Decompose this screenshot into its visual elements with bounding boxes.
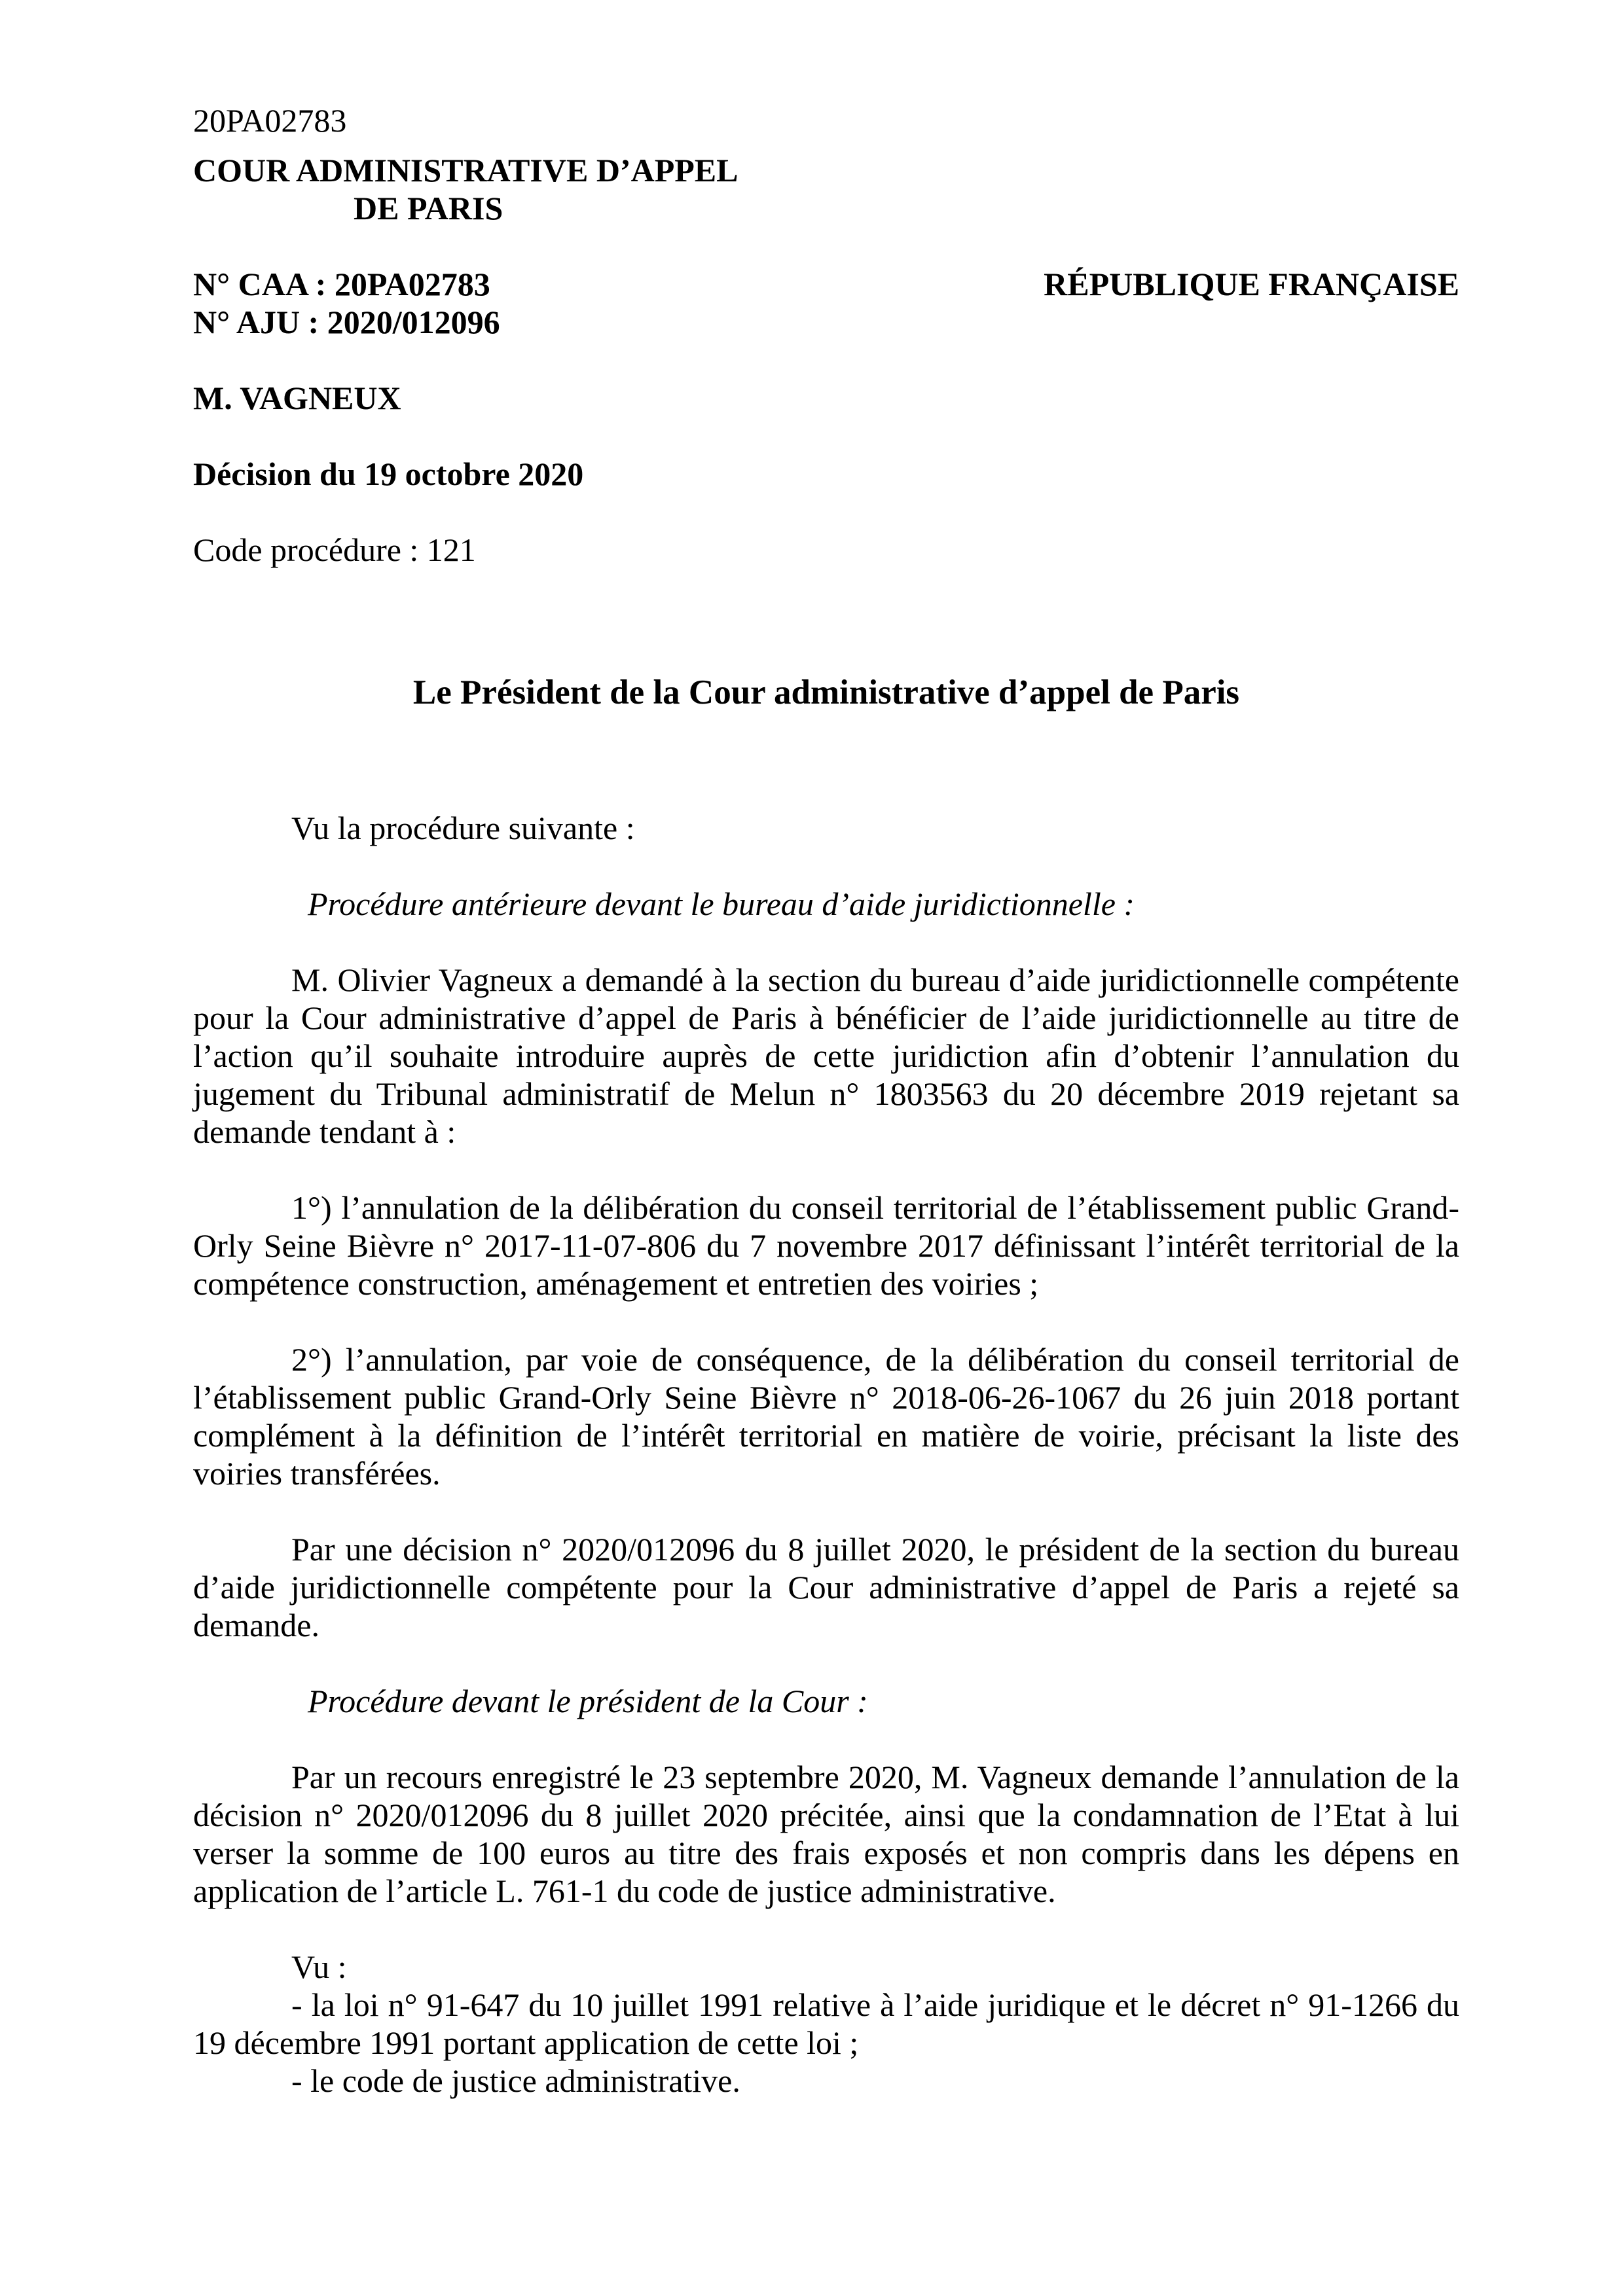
decision-date: Décision du 19 octobre 2020 <box>193 456 584 492</box>
court-name-block <box>193 151 1459 227</box>
document-title: Le Président de la Cour administrative d’appel de Paris <box>412 673 1240 711</box>
republic-label: RÉPUBLIQUE FRANÇAISE <box>1044 266 1459 302</box>
vu-item-code: - le code de justice administrative. <box>291 2062 740 2099</box>
vu-block <box>193 1948 1459 2100</box>
paragraph-point-2: 2°) l’annulation, par voie de conséquence, de la délibération du conseil territorial de l’établissement public Grand-Orly Seine Bièvre n° 2018-06-26-1067 du 26 juin 2018 portant complément à la définition de l’intérêt territorial en matière de voirie, précisant la liste des voiries transférées. <box>193 1341 1459 1492</box>
paragraph-request: M. Olivier Vagneux a demandé à la section du bureau d’aide juridictionnelle compétente pour la Cour administrative d’appel de Paris à bénéficier de l’aide juridictionnelle au titre de l’action qu’il souhaite introduire auprès de cette juridiction afin d’obtenir l’annulation du jugement du Tribunal administratif de Melun n° 1803563 du 20 décembre 2019 rejetant sa demande tendant à : <box>193 961 1459 1150</box>
case-numbers-left <box>193 265 500 341</box>
vu-label: Vu : <box>291 1948 347 1985</box>
caa-number: N° CAA : 20PA02783 <box>193 266 490 302</box>
party-name: M. VAGNEUX <box>193 380 401 416</box>
case-numbers-row <box>193 265 1459 341</box>
case-reference: 20PA02783 <box>193 102 347 139</box>
paragraph-appeal: Par un recours enregistré le 23 septembre 2020, M. Vagneux demande l’annulation de la décision n° 2020/012096 du 8 juillet 2020 précitée, ainsi que la condamnation de l’Etat à lui verser la somme de 100 euros au titre des frais exposés et non compris dans les dépens en application de l’article L. 761-1 du code de justice administrative. <box>193 1759 1459 1909</box>
paragraph-decision: Par une décision n° 2020/012096 du 8 juillet 2020, le président de la section du bureau d’aide juridictionnelle compétente pour la Cour administrative d’appel de Paris a rejeté sa demande. <box>193 1531 1459 1643</box>
section-heading-prior-procedure: Procédure antérieure devant le bureau d’aide juridictionnelle : <box>308 886 1135 922</box>
aju-number: N° AJU : 2020/012096 <box>193 304 500 340</box>
section-heading-court-procedure: Procédure devant le président de la Cour : <box>308 1683 868 1719</box>
court-name-line1: COUR ADMINISTRATIVE D’APPEL <box>193 152 739 188</box>
procedure-code: Code procédure : 121 <box>193 531 476 568</box>
court-name-line2: DE PARIS <box>354 190 503 226</box>
vu-item-law: - la loi n° 91-647 du 10 juillet 1991 relative à l’aide juridique et le décret n° 91-1266 du 19 décembre 1991 portant application de cette loi ; <box>193 1986 1459 2061</box>
intro-line: Vu la procédure suivante : <box>291 810 635 846</box>
paragraph-point-1: 1°) l’annulation de la délibération du conseil territorial de l’établissement public Grand-Orly Seine Bièvre n° 2017-11-07-806 du 7 novembre 2017 définissant l’intérêt territorial de la compétence construction, aménagement et entretien des voiries ; <box>193 1189 1459 1302</box>
